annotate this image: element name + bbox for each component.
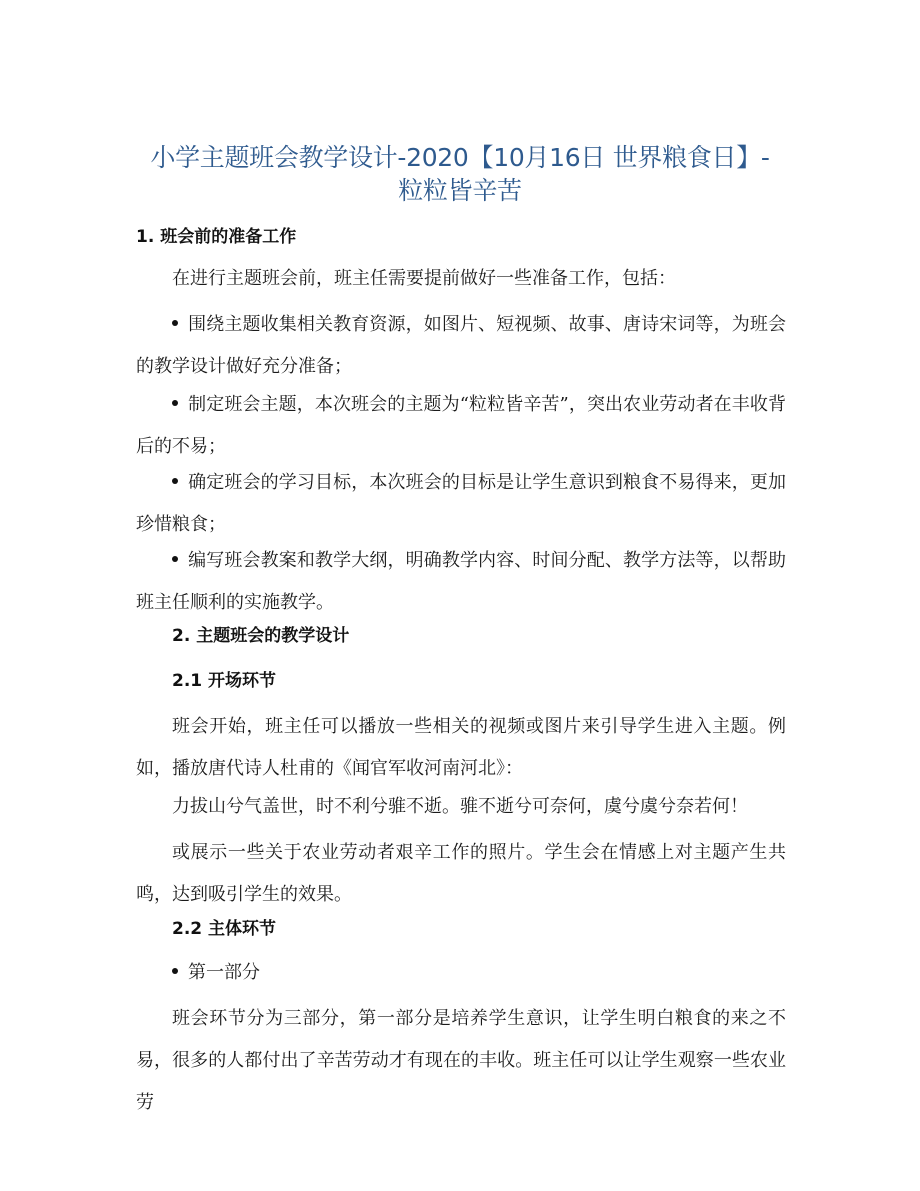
section-2-2-paragraph-1: 班会环节分为三部分，第一部分是培养学生意识，让学生明白粮食的来之不易，很多的人都付出了辛苦劳动才有现在的丰收。班主任可以让学生观察一些农业劳 [136,1008,786,1113]
bullet-icon [172,400,178,406]
section-2-1-paragraph-2: 或展示一些关于农业劳动者艰辛工作的照片。学生会在情感上对主题产生共鸣，达到吸引学生的效果。 [136,842,786,905]
bullet-item-1: 围绕主题收集相关教育资源，如图片、短视频、故事、唐诗宋词等，为班会的教学设计做好充分准备； [136,314,786,377]
bullet-icon [172,968,178,974]
bullet-item-part-1: 第一部分 [136,952,786,994]
title-line-2: 粒粒皆辛苦 [398,176,522,205]
bullet-icon [172,556,178,562]
bullet-item-3: 确定班会的学习目标，本次班会的目标是让学生意识到粮食不易得来，更加珍惜粮食； [136,472,786,535]
section-2-1-heading: 2.1 开场环节 [172,671,277,691]
title-line-1: 小学主题班会教学设计-2020【10月16日 世界粮食日】- [150,143,770,172]
bullet-item-2: 制定班会主题，本次班会的主题为“粒粒皆辛苦”，突出农业劳动者在丰收背后的不易； [136,394,786,457]
poem-quote: 力拔山兮气盖世，时不利兮骓不逝。骓不逝兮可奈何，虞兮虞兮奈若何！ [172,796,748,817]
section-2-1-paragraph-1: 班会开始，班主任可以播放一些相关的视频或图片来引导学生进入主题。例如，播放唐代诗人杜甫的《闻官军收河南河北》： [136,716,786,779]
section-2-heading: 2. 主题班会的教学设计 [172,626,350,646]
bullet-item-4: 编写班会教案和教学大纲，明确教学内容、时间分配、教学方法等，以帮助班主任顺利的实施教学。 [136,550,786,613]
document-title [120,141,800,207]
bullet-icon [172,320,178,326]
section-2-2-heading: 2.2 主体环节 [172,919,277,939]
section-1-intro: 在进行主题班会前，班主任需要提前做好一些准备工作，包括： [172,268,676,289]
section-1-heading: 1. 班会前的准备工作 [136,227,297,247]
bullet-icon [172,478,178,484]
